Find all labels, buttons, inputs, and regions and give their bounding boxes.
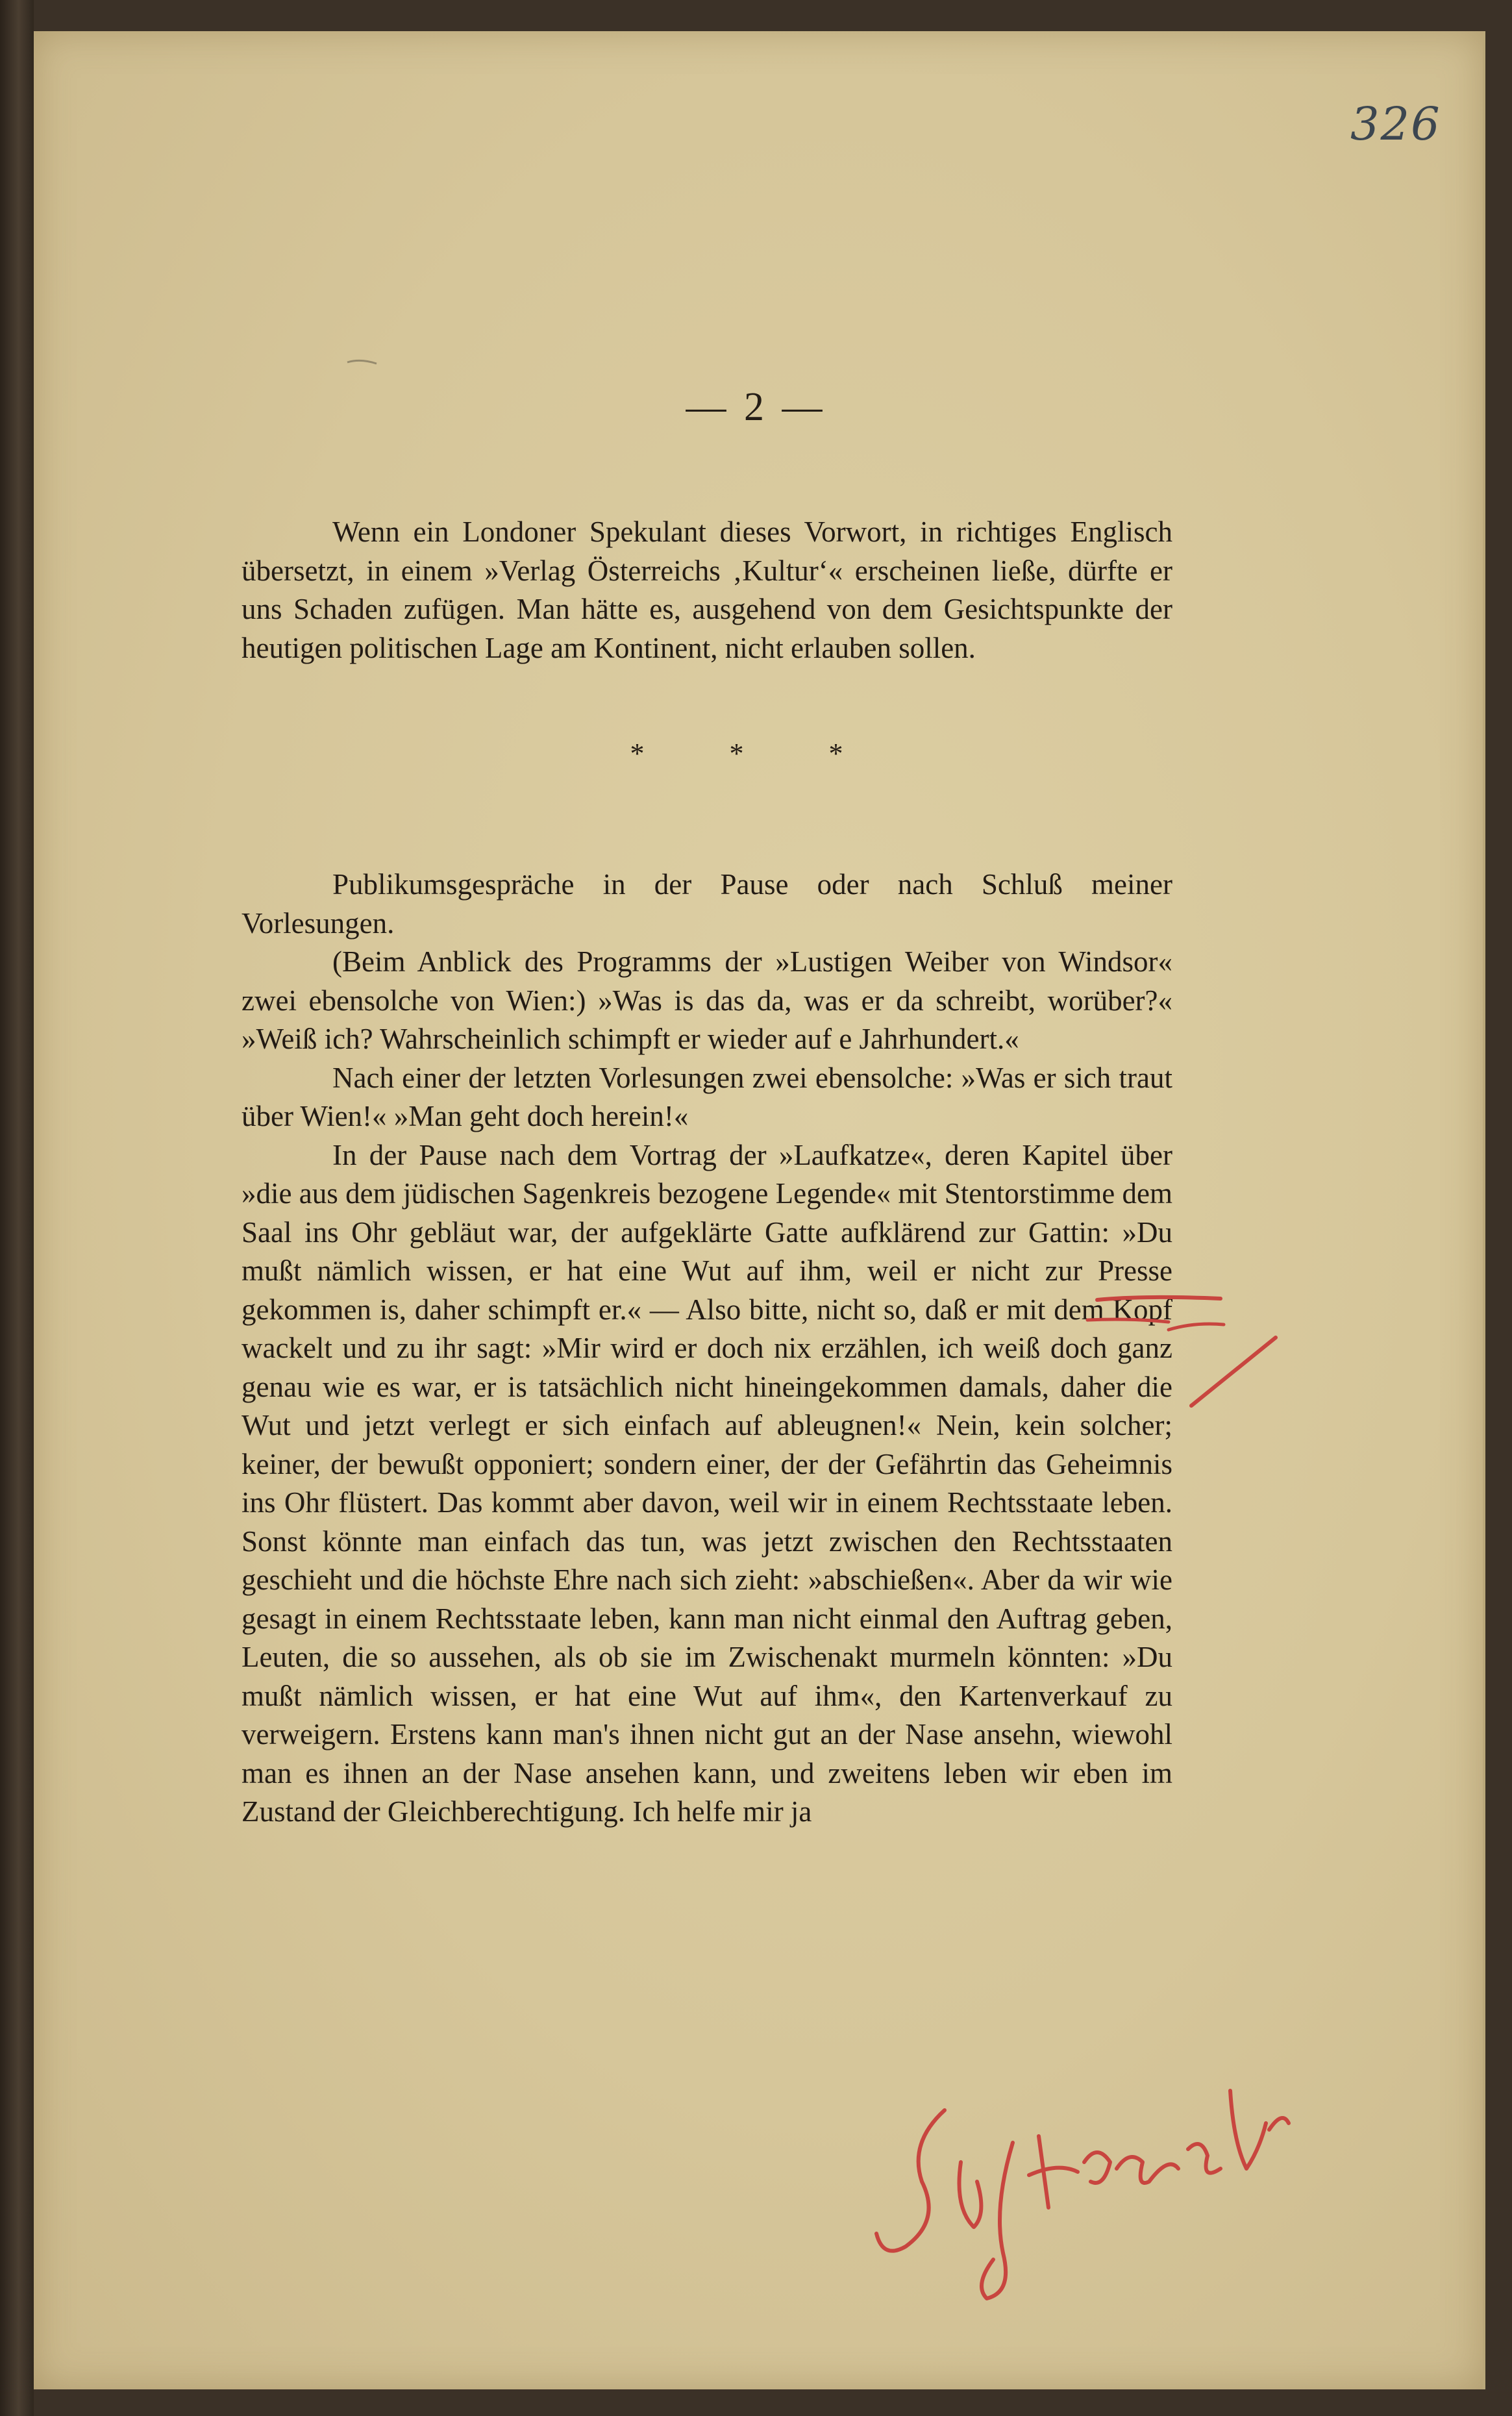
paragraph: In der Pause nach dem Vortrag der »Laufkatze«, deren Kapitel über »die aus dem jüdischen Sagenkreis bezogene Legende« mit Stentorstimme dem Saal ins Ohr gebläut war, der aufgeklärte Gatte aufklärend zur Gattin: »Du mußt nämlich wissen, er hat eine Wut auf ihm, weil er nicht zur Presse gekommen is, daher schimpft er.« — Also bitte, nicht so, daß er mit dem Kopf wackelt und zu ihr sagt: »Mir wird er doch nix erzählen, ich weiß doch ganz genau wie es war, er is tatsächlich nicht hineingekommen damals, daher die Wut und jetzt verlegt er sich einfach auf ableugnen!« Nein, kein solcher; keiner, der bewußt opponiert; sondern einer, der der Gefährtin das Geheimnis ins Ohr flüstert. Das kommt aber davon, weil wir in einem Rechtsstaate leben. Sonst könnte man einfach das tun, was jetzt zwischen den Rechtsstaaten geschieht und die höchste Ehre nach sich zieht: »abschießen«. Aber da wir wie gesagt in einem Rechtsstaate leben, kann man nicht einmal den Auftrag geben, Leuten, die so aussehen, als ob sie im Zwischenakt murmeln könnten: »Du mußt nämlich wissen, er hat eine Wut auf ihm«, den Kartenverkauf zu verweigern. Erstens kann man's ihnen nicht gut an der Nase ansehn, wiewohl man es ihnen an der Nase ansehen kann, und zweitens leben wir eben im Zustand der Gleichberechtigung. Ich helfe mir ja bbox=[242, 1138, 1172, 1828]
section-break: * * * bbox=[630, 738, 882, 769]
text-block-top bbox=[242, 513, 1172, 667]
paragraph: (Beim Anblick des Programms der »Lustigen Weiber von Windsor« zwei ebensolche von Wien:) »Was is das da, was er da schreibt, worüber?« »Weiß ich? Wahrscheinlich schimpft er wieder auf e Jahrhundert.« bbox=[242, 945, 1172, 1055]
paragraph: Wenn ein Londoner Spekulant dieses Vorwort, in richtiges Englisch übersetzt, in einem »Verlag Österreichs ‚Kultur‘« erscheinen ließe, dürfte er uns Schaden zufügen. Man hätte es, ausgehend von dem Gesichtspunkte der heutigen politischen Lage am Kontinent, nicht erlauben sollen. bbox=[242, 516, 1172, 664]
paragraph: Publikumsgespräche in der Pause oder nach Schluß meiner Vorlesungen. bbox=[242, 868, 1172, 940]
text-block-bottom bbox=[242, 866, 1172, 1832]
paragraph: Nach einer der letzten Vorlesungen zwei ebensolche: »Was er sich traut über Wien!« »Man geht doch herein!« bbox=[242, 1061, 1172, 1132]
book-binding-edge bbox=[0, 0, 34, 2416]
folio-number: 326 bbox=[1350, 97, 1441, 151]
page-number: — 2 — bbox=[686, 385, 826, 429]
